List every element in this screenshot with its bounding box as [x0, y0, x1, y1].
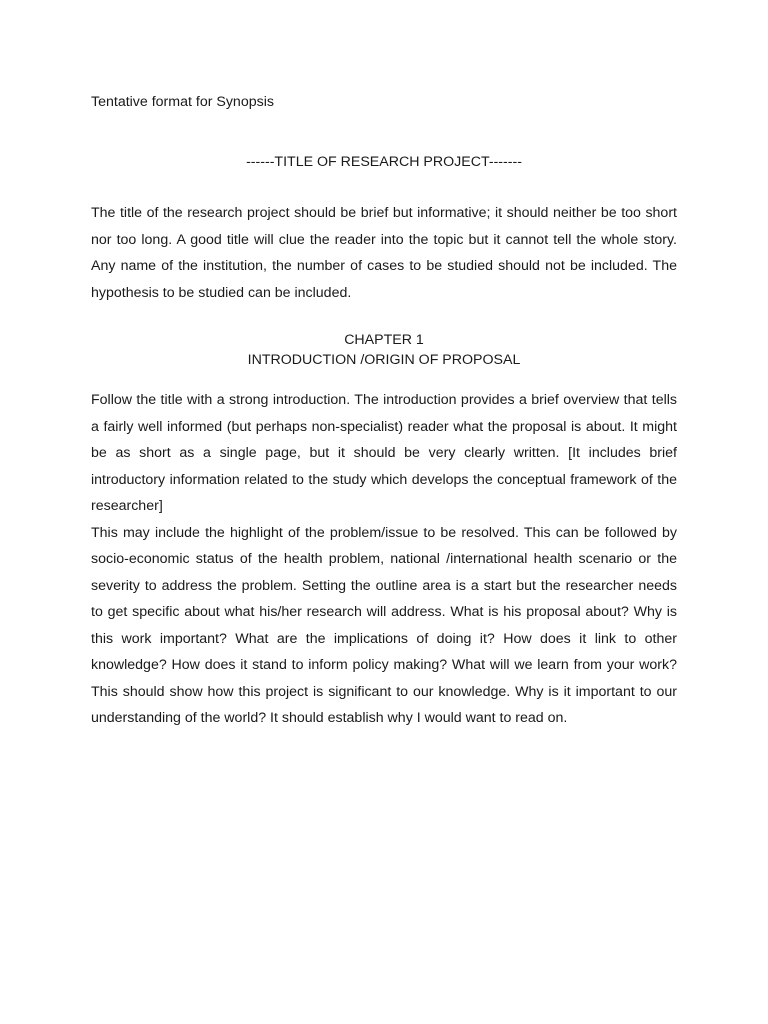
title-guidance-paragraph: The title of the research project should be brief but informative; it should neither be too short nor too long. A good title will clue the reader into the topic but it cannot tell the whole story. Any name of the institution, the number of cases to be studied should not be included. The hypothesis to be studied can be included.: [91, 205, 677, 301]
chapter-title: INTRODUCTION /ORIGIN OF PROPOSAL: [247, 352, 521, 368]
format-label: Tentative format for Synopsis: [91, 94, 274, 110]
introduction-paragraph-continued: This may include the highlight of the problem/issue to be resolved. This can be followed by socio-economic status of the health problem, national /international health scenario or the severity to address the problem. Setting the outline area is a start but the researcher needs to get specific about what his/her research will address. What is his proposal about? Why is this work important? What are the implications of doing it? How does it link to other knowledge? How does it stand to inform policy making? What will we learn from your work? This should show how this project is significant to our knowledge. Why is it important to our understanding of the world? It should establish why I would want to read on.: [91, 524, 677, 726]
introduction-paragraph: Follow the title with a strong introduction. The introduction provides a brief overview that tells a fairly well informed (but perhaps non-specialist) reader what the proposal is about. It might be as short as a single page, but it should be very clearly written. [It includes brief introductory information related to the study which develops the conceptual framework of the researcher]: [91, 392, 677, 514]
chapter-heading: [91, 330, 677, 370]
chapter-number: CHAPTER 1: [344, 332, 424, 348]
project-title: ------TITLE OF RESEARCH PROJECT-------: [246, 154, 522, 170]
document-body: [91, 92, 677, 732]
